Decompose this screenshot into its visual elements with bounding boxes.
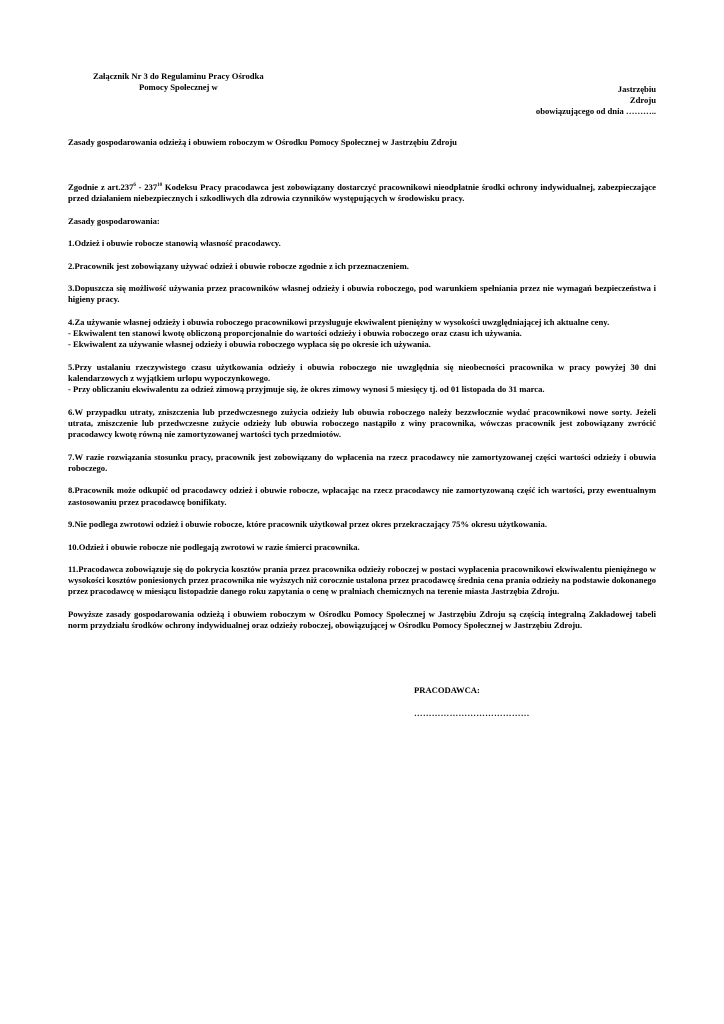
intro-paragraph <box>68 182 656 204</box>
rule-4-main: 4.Za używanie własnej odzieży i obuwia roboczego pracownikowi przysługuje ekwiwalent pieniężny w wysokości uwzględniającej ich aktualne ceny. <box>68 316 610 327</box>
rule-4-bullet-1: - Ekwiwalent ten stanowi kwotę obliczoną proporcjonalnie do wartości odzieży i obuwia roboczego oraz czasu ich używania. <box>68 328 522 339</box>
city-line-1: Jastrzębiu <box>617 84 656 94</box>
closing-paragraph: Powyższe zasady gospodarowania odzieżą i obuwiem roboczym w Ośrodku Pomocy Społecznej w Jastrzębiu Zdroju są częścią integralną Zakładowej tabeli norm przydziału środków ochrony indywidualnej oraz odzieży roboczej, obowiązującej w Ośrodku Pomocy Społecznej w Jastrzębiu Zdroju. <box>68 608 656 631</box>
effective-date-line: obowiązującego od dnia ……….. <box>535 106 656 117</box>
attachment-line-1: Załącznik Nr 3 do Regulaminu Pracy Ośrodka <box>93 71 264 81</box>
rule-5-bullet-1: - Przy obliczaniu ekwiwalentu za odzież zimową przyjmuje się, że okres zimowy wynosi 5 miesięcy tj. od 01 listopada do 31 marca. <box>68 384 545 395</box>
rule-7: 7.W razie rozwiązania stosunku pracy, pracownik jest zobowiązany do wpłacenia na rzecz pracodawcy nie zamortyzowanej części wartości odzieży i obuwia roboczego. <box>68 451 656 473</box>
attachment-header <box>93 71 264 93</box>
rules-heading: Zasady gospodarowania: <box>68 215 160 226</box>
document-title: Zasady gospodarowania odzieżą i obuwiem roboczym w Ośrodku Pomocy Społecznej w Jastrzębiu Zdroju <box>68 137 457 147</box>
rule-8: 8.Pracownik może odkupić od pracodawcy odzież i obuwie robocze, wpłacając na rzecz pracodawcy nie zamortyzowaną część ich wartości, przy ewentualnym zastosowaniu przez pracodawcę bonifikaty. <box>68 485 656 507</box>
city-line-2: Zdroju <box>629 95 656 106</box>
rule-5-main: 5.Przy ustalaniu rzeczywistego czasu użytkowania odzieży i obuwia roboczego nie uwzględnia się nieobecności pracownika w pracy powyżej 30 dni kalendarzowych z wyjątkiem urlopu wypoczynkowego. <box>68 361 656 384</box>
intro-dash: - 237 <box>135 182 158 192</box>
intro-superscript-1: 6 <box>133 183 136 189</box>
signature-block <box>414 685 530 719</box>
rule-3: 3.Dopuszcza się możliwość używania przez pracowników własnej odzieży i obuwia roboczego, pod warunkiem spełniania przez nie wymagań bezpieczeństwa i higieny pracy. <box>68 283 656 305</box>
rule-9: 9.Nie podlega zwrotowi odzież i obuwie robocze, które pracownik użytkował przez okres przekraczający 75% okresu użytkowania. <box>68 519 547 530</box>
rule-5 <box>68 362 656 396</box>
rule-2: 2.Pracownik jest zobowiązany używać odzież i obuwie robocze zgodnie z ich przeznaczeniem. <box>68 260 409 271</box>
rule-4-bullet-2: - Ekwiwalent za używanie własnej odzieży i obuwia roboczego wypłaca się po okresie ich używania. <box>68 339 431 350</box>
rule-1: 1.Odzież i obuwie robocze stanowią własność pracodawcy. <box>68 238 281 249</box>
intro-prefix: Zgodnie z art.237 <box>68 182 134 192</box>
signature-line: ………………………………… <box>414 708 530 719</box>
location-date-header <box>536 84 656 118</box>
attachment-line-2: Pomocy Społecznej w <box>139 82 218 93</box>
employer-label: PRACODAWCA: <box>414 685 480 695</box>
intro-rest: Kodeksu Pracy pracodawca jest zobowiązany dostarczyć pracownikowi nieodpłatnie środki ochrony indywidualnej, zabezpieczające przed działaniem niebezpiecznych i szkodliwych dla zdrowia czynników występujących w środowisku pracy. <box>68 182 656 204</box>
intro-superscript-2: 10 <box>157 183 163 189</box>
rule-6: 6.W przypadku utraty, zniszczenia lub przedwczesnego zużycia odzieży lub obuwia roboczego należy bezzwłocznie wydać pracownikowi nowe sorty. Jeżeli utrata, zniszczenie lub przedwczesne zużycie odzieży lub obuwia roboczego nastąpiło z winy pracownika, wówczas pracownik jest zobowiązany zwrócić pracodawcy kwotę równą nie zamortyzowanej wartości tych przedmiotów. <box>68 406 656 440</box>
rule-4 <box>68 317 656 351</box>
document-body <box>68 182 656 643</box>
rule-11: 11.Pracodawca zobowiązuje się do pokrycia kosztów prania przez pracownika odzieży roboczej w postaci wypłacenia pracownikowi ekwiwalentu pieniężnego w wysokości kosztów poniesionych przez pracownika nie wyższych niż corocznie ustalona przez pracodawcę średnia cena prania odzieży na podstawie dokonanego przez pracodawcę w miesiącu listopadzie danego roku zapytania o cenę w pralniach chemicznych na terenie miasta Jastrzębia Zdroju. <box>68 564 656 597</box>
rule-10: 10.Odzież i obuwie robocze nie podlegają zwrotowi w razie śmierci pracownika. <box>68 541 360 552</box>
